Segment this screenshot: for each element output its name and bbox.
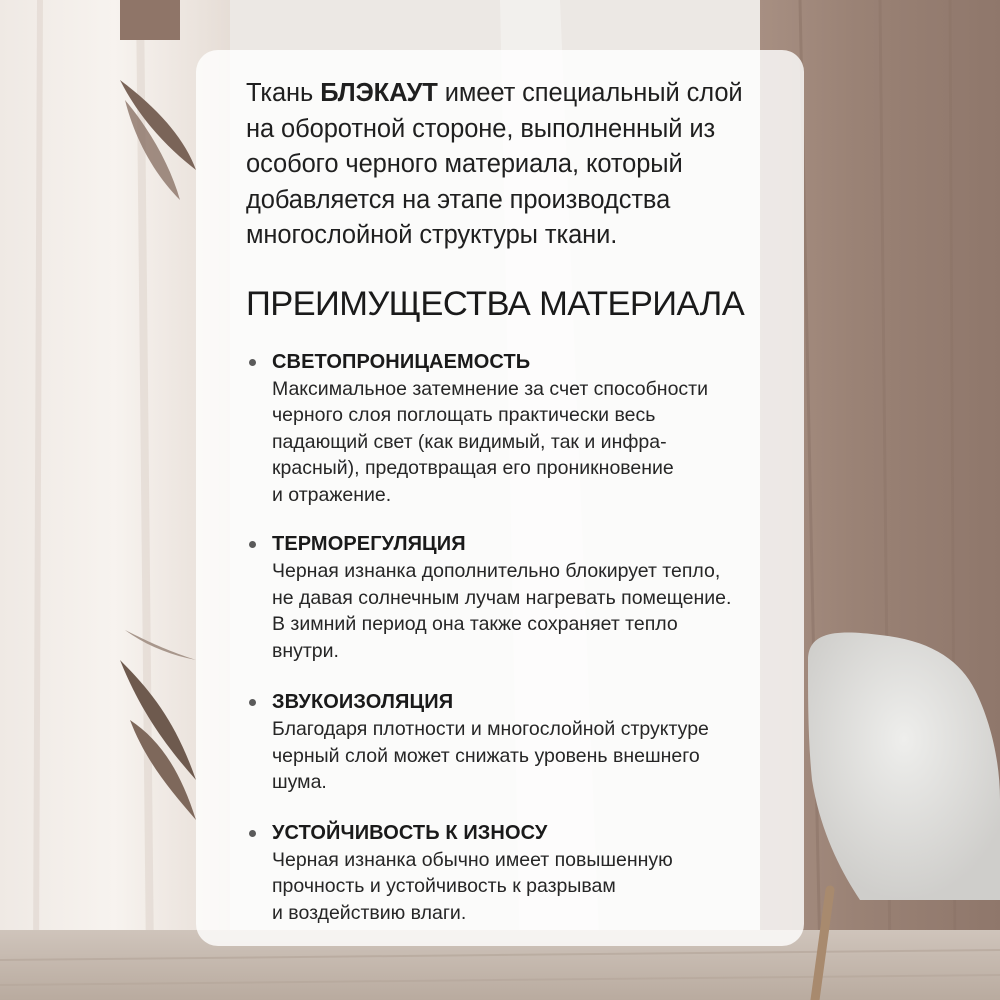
intro-rest: имеет специальный слой на оборотной стороне, выполненный из особого черного материала, который добавляется на этапе производства многослойной структуры ткани. xyxy=(246,79,743,249)
feature-title: ТЕРМОРЕГУЛЯЦИЯ xyxy=(272,533,466,555)
feature-title: ЗВУКОИЗОЛЯЦИЯ xyxy=(272,691,454,713)
info-card xyxy=(196,50,804,946)
bullet-icon xyxy=(249,699,256,706)
feature-title: СВЕТОПРОНИЦАЕМОСТЬ xyxy=(272,350,531,373)
section-title: ПРЕИМУЩЕСТВА МАТЕРИАЛА xyxy=(246,284,745,323)
feature-title: УСТОЙЧИВОСТЬ К ИЗНОСУ xyxy=(272,821,548,844)
feature-description: Черная изнанка дополнительно блокирует тепло, не давая солнечным лучам нагревать помещение. В зимний период она также сохраняет тепло внутри. xyxy=(272,560,732,662)
feature-item-sound xyxy=(246,688,764,796)
intro-brand: БЛЭКАУТ xyxy=(320,79,438,107)
bullet-icon xyxy=(249,830,256,837)
feature-item-light xyxy=(246,348,764,509)
feature-item-durability xyxy=(246,819,764,927)
feature-description: Черная изнанка обычно имеет повышенную прочность и устойчивость к разрывам и воздействию влаги. xyxy=(272,848,673,924)
features-list xyxy=(246,348,764,927)
feature-description: Благодаря плотности и многослойной структуре черный слой может снижать уровень внешнего шума. xyxy=(272,718,709,793)
bullet-icon xyxy=(249,359,256,366)
intro-prefix: Ткань xyxy=(246,79,321,107)
intro-text xyxy=(246,76,764,254)
feature-item-thermo xyxy=(246,530,764,664)
bullet-icon xyxy=(249,541,256,548)
feature-description: Максимальное затемнение за счет способности черного слоя поглощать практически весь падающий свет (как видимый, так и инфра- красный), предотвращая его проникновение и отражение. xyxy=(272,377,708,506)
